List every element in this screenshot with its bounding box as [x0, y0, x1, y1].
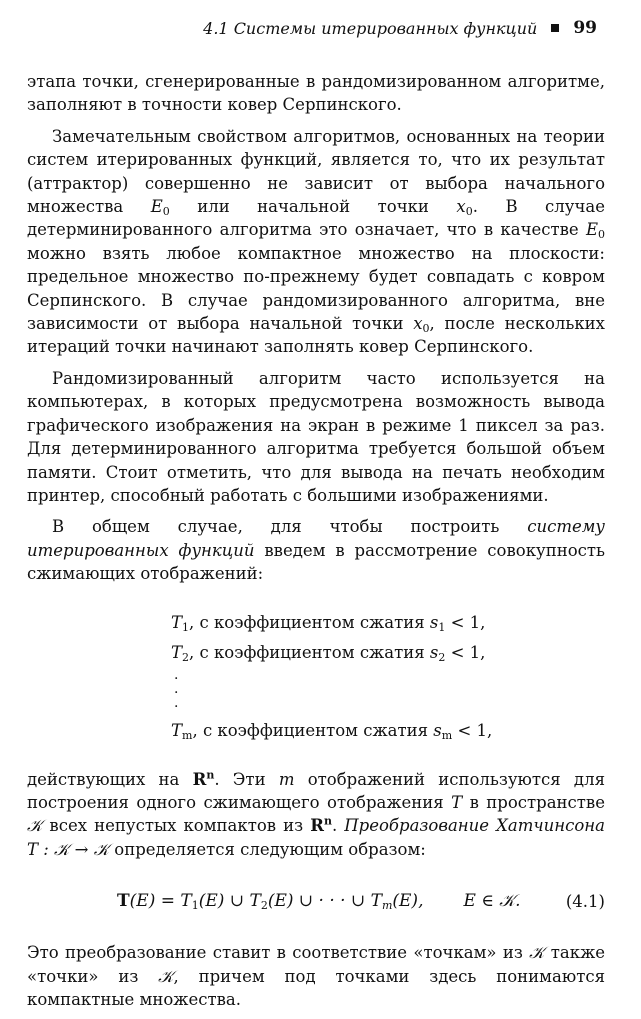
paragraph-6: Это преобразование ставит в соответствие «точкам» из 𝒦 также «точки» из 𝒦, причем под точками здесь понимаются компактные множества. — [27, 943, 606, 1009]
term-hutchinson: Преобразование Хатчинсона — [344, 816, 605, 836]
equation-formula: $T(E) = T_1(E)$ ∪ $T_2(E)$ ∪ · · · ∪ $T_m(E)$, — [117, 891, 424, 913]
paragraph-1: этапа точки, сгенерированные в рандомизированном алгоритме, заполняют в точности ковер Серпинского. — [27, 72, 605, 115]
vertical-ellipsis: · · · — [174, 670, 179, 715]
page-number: 99 — [573, 18, 597, 38]
text-body — [27, 70, 605, 1019]
equation-condition: E ∈ 𝒦. — [463, 891, 521, 912]
square-bullet-icon — [551, 24, 559, 32]
map-row-2: $T_2$, с коэффициентом сжатия $s_2 < 1$, — [171, 642, 486, 664]
term-ifs: систему итерированных функций — [27, 517, 605, 560]
paragraph-4: В общем случае, для чтобы построить систему итерированных функций введем в рассмотрение совокупность сжимающих отображений: — [27, 517, 605, 584]
running-header — [203, 18, 597, 38]
map-row-m: $T_m$, с коэффициентом сжатия $s_m < 1$, — [171, 720, 493, 742]
equation-4-1 — [27, 887, 605, 917]
section-title: 4.1 Системы итерированных функций — [203, 18, 538, 38]
map-row-1: $T_1$, с коэффициентом сжатия $s_1 < 1$, — [171, 612, 486, 634]
paragraph-5: действующих на $R^n$. Эти m отображений используются для построения одного сжимающего отображения T в пространстве 𝒦 всех непустых компактов из $R^n$. Преобразование Хатчинсона T : 𝒦 → 𝒦 определяется следующим образом: — [27, 768, 605, 859]
contraction-maps-list — [171, 608, 605, 746]
equation-label: (4.1) — [565, 892, 605, 912]
paragraph-3: Рандомизированный алгоритм часто используется на компьютерах, в которых предусмотрена возможность вывода графического изображения на экран в режиме 1 пиксел за раз. Для детерминированного алгоритма требуется большой объем памяти. Стоит отметить, что для вывода на печать необходим принтер, способный работать с большими изображениями. — [27, 368, 605, 505]
paragraph-2: Замечательным свойством алгоритмов, основанных на теории систем итерированных функций, является то, что их результат (аттрактор) совершенно не зависит от выбора начального множества $E_0$ или начальной точки $x_0$. В случае детерминированного алгоритма это означает, что в качестве $E_0$ можно взять любое компактное множество на плоскости: предельное множество по-прежнему будет совпадать с ковром Серпинского. В случае рандомизированного алгоритма, вне зависимости от выбора начальной точки $x_0$, после нескольких итераций точки начинают заполнять ковер Серпинского. — [27, 126, 605, 357]
